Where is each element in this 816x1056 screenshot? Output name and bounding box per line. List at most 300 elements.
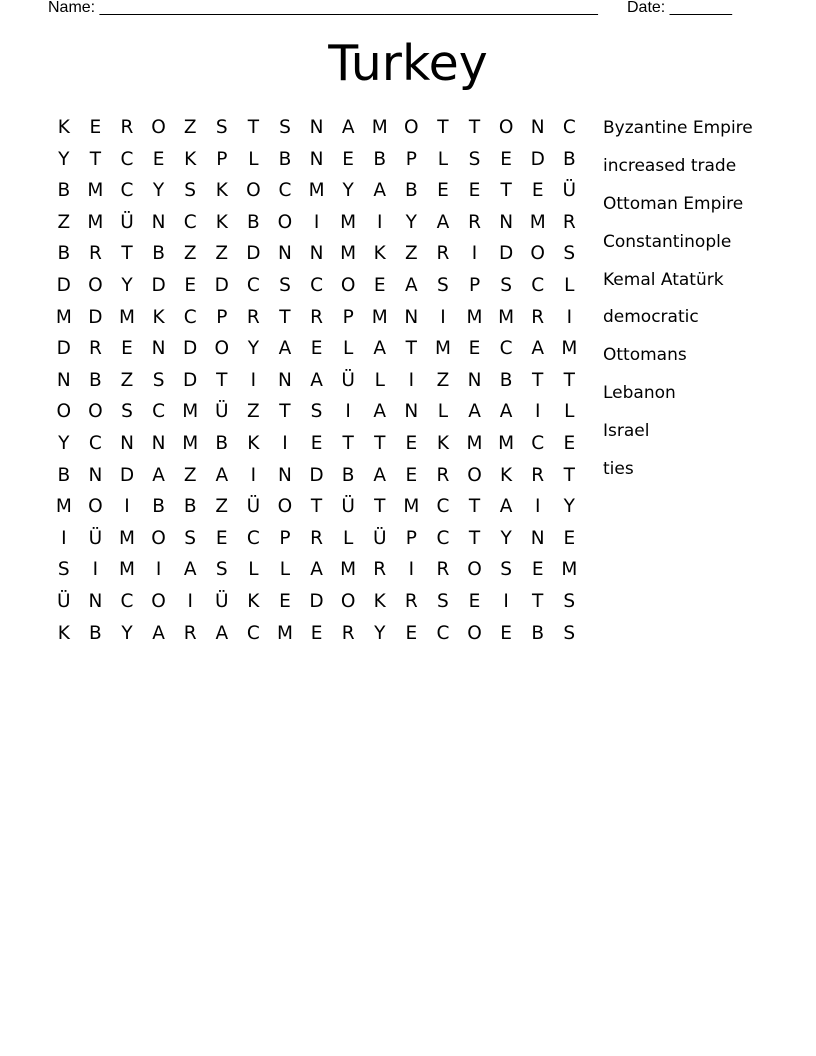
grid-cell: O [151, 117, 166, 138]
grid-cell: O [404, 117, 419, 138]
grid-cell: B [215, 432, 229, 454]
grid-cell: O [530, 243, 545, 265]
grid-cell: M [561, 559, 578, 581]
grid-cell: R [468, 211, 481, 233]
grid-cell: K [247, 432, 260, 454]
grid-cell: D [151, 274, 166, 296]
grid-cell: T [468, 117, 481, 138]
grid-cell: A [373, 401, 387, 423]
word-list-item: Constantinople [603, 231, 732, 252]
grid-cell: B [373, 148, 387, 170]
grid-cell: P [342, 306, 354, 328]
grid-cell: C [499, 338, 513, 360]
grid-cell: D [498, 243, 514, 265]
grid-cell: M [371, 117, 388, 138]
grid-cell: N [530, 527, 545, 549]
grid-cell: L [342, 527, 354, 549]
grid-cell: T [216, 369, 228, 391]
grid-cell: C [120, 148, 134, 170]
grid-cell: D [56, 274, 71, 296]
grid-cell: D [183, 369, 198, 391]
grid-cell: M [498, 432, 515, 454]
grid-cell: M [55, 306, 72, 328]
grid-cell: B [152, 496, 165, 518]
grid-cell: E [310, 432, 323, 454]
grid-cell: C [183, 211, 197, 233]
grid-cell: N [151, 338, 166, 360]
grid-cell: E [468, 180, 481, 202]
grid-cell: A [373, 338, 387, 360]
grid-cell: A [499, 496, 513, 518]
grid-cell: O [214, 338, 230, 360]
grid-cell: D [246, 243, 261, 265]
grid-cell: S [500, 559, 512, 581]
grid-cell: Z [436, 369, 450, 391]
grid-cell: K [373, 590, 386, 612]
grid-cell: L [437, 401, 449, 423]
grid-cell: S [563, 243, 576, 265]
word-list-item: increased trade [603, 155, 737, 176]
grid-cell: T [532, 369, 544, 391]
grid-cell: I [408, 369, 415, 391]
grid-cell: N [56, 369, 71, 391]
grid-cell: T [500, 180, 512, 202]
grid-cell: R [562, 211, 576, 233]
grid-cell: Ü [120, 211, 134, 233]
grid-cell: K [500, 464, 513, 486]
grid-cell: C [246, 622, 260, 644]
grid-cell: E [405, 432, 418, 454]
grid-cell: E [563, 527, 576, 549]
grid-cell: B [57, 464, 71, 486]
grid-cell: T [121, 243, 133, 265]
grid-cell: M [466, 432, 483, 454]
grid-cell: S [437, 274, 449, 296]
grid-cell: P [405, 148, 417, 170]
grid-cell: R [531, 464, 545, 486]
grid-cell: E [500, 622, 512, 644]
grid-row [48, 175, 586, 207]
grid-cell: O [498, 117, 514, 138]
word-list-item: Lebanon [603, 383, 676, 404]
grid-cell: A [310, 369, 323, 391]
grid-cell: O [56, 401, 72, 423]
grid-cell: A [215, 464, 229, 486]
grid-cell: T [279, 306, 291, 328]
grid-cell: C [436, 496, 450, 518]
grid-cell: I [250, 369, 257, 391]
grid-row [48, 491, 586, 523]
grid-cell: Ü [57, 590, 71, 612]
grid-cell: E [563, 432, 576, 454]
grid-cell: I [377, 211, 383, 233]
grid-cell: T [247, 117, 260, 138]
grid-cell: D [309, 464, 324, 486]
grid-cell: S [184, 180, 197, 202]
grid-cell: E [89, 117, 102, 138]
grid-cell: A [468, 401, 481, 423]
grid-cell: O [340, 274, 356, 296]
grid-cell: M [340, 559, 357, 581]
grid-cell: C [88, 432, 102, 454]
grid-cell: S [563, 590, 576, 612]
grid-cell: T [342, 432, 354, 454]
grid-cell: C [246, 527, 260, 549]
grid-cell: D [56, 338, 71, 360]
grid-cell: S [152, 369, 165, 391]
grid-cell: E [121, 338, 133, 360]
grid-cell: I [345, 401, 351, 423]
grid-cell: O [277, 496, 293, 518]
grid-cell: S [215, 117, 228, 138]
grid-cell: R [88, 338, 102, 360]
grid-row [48, 365, 586, 397]
grid-cell: Y [563, 496, 575, 518]
grid-cell: M [87, 211, 104, 233]
grid-cell: S [500, 274, 512, 296]
grid-cell: N [88, 464, 103, 486]
word-list-item: Ottomans [603, 345, 687, 366]
grid-cell: B [89, 369, 102, 391]
grid-cell: T [563, 369, 575, 391]
grid-cell: D [214, 274, 229, 296]
grid-cell: C [436, 622, 450, 644]
grid-cell: Y [152, 180, 165, 202]
grid-cell: Ü [88, 527, 103, 549]
grid-cell: N [404, 401, 419, 423]
grid-cell: S [468, 148, 481, 170]
grid-cell: C [120, 180, 134, 202]
grid-cell: R [183, 622, 197, 644]
grid-cell: S [563, 622, 576, 644]
grid-cell: P [468, 274, 481, 296]
grid-row [48, 207, 586, 239]
grid-cell: I [408, 559, 415, 581]
grid-cell: Y [58, 432, 70, 454]
grid-cell: O [467, 559, 482, 581]
grid-cell: S [121, 401, 133, 423]
grid-cell: I [282, 432, 288, 454]
grid-cell: Y [500, 527, 512, 549]
grid-cell: P [405, 527, 417, 549]
grid-cell: N [309, 148, 324, 170]
word-list-item: Byzantine Empire [603, 118, 753, 138]
grid-cell: C [183, 306, 197, 328]
grid-cell: O [467, 622, 482, 644]
grid-cell: C [436, 527, 450, 549]
grid-cell: Ü [562, 180, 577, 202]
grid-cell: I [187, 590, 193, 612]
grid-cell: D [309, 590, 324, 612]
grid-cell: D [530, 148, 545, 170]
grid-cell: E [310, 622, 323, 644]
grid-cell: Z [183, 464, 197, 486]
grid-cell: T [468, 496, 481, 518]
grid-cell: E [279, 590, 291, 612]
grid-cell: M [276, 622, 293, 644]
grid-cell: E [342, 148, 354, 170]
grid-cell: M [182, 432, 199, 454]
grid-cell: R [373, 559, 387, 581]
grid-cell: I [440, 306, 446, 328]
word-list [603, 110, 803, 489]
grid-cell: D [183, 338, 198, 360]
grid-cell: M [498, 306, 515, 328]
grid-cell: R [310, 306, 323, 328]
grid-row [48, 618, 586, 650]
grid-cell: M [182, 401, 199, 423]
grid-cell: B [183, 496, 197, 518]
grid-cell: B [404, 180, 418, 202]
grid-cell: Z [183, 117, 197, 138]
grid-cell: A [405, 274, 418, 296]
grid-cell: I [61, 527, 67, 549]
grid-cell: N [151, 211, 166, 233]
grid-cell: N [278, 243, 292, 265]
grid-cell: M [403, 496, 420, 518]
grid-cell: B [341, 464, 355, 486]
grid-cell: L [342, 338, 354, 360]
grid-cell: I [124, 496, 130, 518]
grid-cell: T [374, 432, 386, 454]
grid-cell: N [467, 369, 482, 391]
grid-cell: S [279, 274, 291, 296]
grid-row [48, 523, 586, 555]
grid-cell: O [246, 180, 261, 202]
grid-cell: N [404, 306, 419, 328]
grid-cell: Ü [246, 496, 261, 518]
grid-cell: Ü [341, 369, 355, 391]
grid-cell: I [503, 590, 509, 612]
grid-cell: Y [121, 622, 133, 644]
grid-cell: B [562, 148, 576, 170]
grid-cell: T [563, 464, 575, 486]
grid-cell: M [529, 211, 546, 233]
grid-cell: P [279, 527, 291, 549]
grid-cell: I [534, 401, 541, 423]
date-field: Date: _______ [627, 0, 732, 16]
word-list-item: Kemal Atatürk [603, 269, 724, 290]
grid-cell: Z [404, 243, 418, 265]
grid-cell: L [279, 559, 291, 581]
grid-cell: A [215, 622, 229, 644]
grid-row [48, 302, 586, 334]
grid-cell: N [499, 211, 514, 233]
grid-cell: S [437, 590, 449, 612]
grid-cell: I [92, 559, 99, 581]
grid-cell: T [310, 496, 323, 518]
grid-cell: M [87, 180, 104, 202]
grid-cell: C [531, 274, 545, 296]
grid-cell: E [215, 527, 228, 549]
grid-cell: T [279, 401, 291, 423]
grid-cell: Z [57, 211, 71, 233]
grid-cell: L [374, 369, 385, 391]
grid-row [48, 238, 586, 270]
grid-cell: I [534, 496, 541, 518]
grid-cell: T [532, 590, 544, 612]
grid-cell: B [278, 148, 292, 170]
grid-cell: E [405, 622, 418, 644]
grid-cell: A [373, 464, 387, 486]
grid-cell: L [437, 148, 449, 170]
grid-cell: D [119, 464, 135, 486]
grid-cell: E [405, 464, 418, 486]
grid-cell: A [310, 559, 323, 581]
grid-cell: R [436, 243, 450, 265]
word-list-item: Israel [603, 421, 650, 442]
grid-cell: C [531, 432, 545, 454]
grid-row [48, 428, 586, 460]
grid-cell: L [564, 401, 575, 423]
grid-cell: N [530, 117, 545, 138]
grid-cell: T [468, 527, 481, 549]
grid-cell: S [215, 559, 228, 581]
grid-cell: A [436, 211, 450, 233]
grid-cell: R [310, 527, 323, 549]
grid-cell: B [499, 369, 513, 391]
grid-cell: E [468, 590, 481, 612]
grid-cell: K [57, 117, 70, 138]
grid-cell: Y [405, 211, 417, 233]
grid-row [48, 333, 586, 365]
grid-cell: K [373, 243, 386, 265]
grid-cell: B [531, 622, 545, 644]
grid-cell: C [120, 590, 134, 612]
grid-cell: O [277, 211, 293, 233]
grid-cell: P [216, 148, 228, 170]
grid-cell: C [152, 401, 166, 423]
grid-cell: A [499, 401, 513, 423]
grid-row [48, 554, 586, 586]
grid-cell: E [373, 274, 386, 296]
letter-grid [48, 112, 586, 649]
grid-row [48, 270, 586, 302]
grid-cell: M [466, 306, 483, 328]
grid-cell: O [467, 464, 482, 486]
grid-cell: M [119, 306, 135, 328]
grid-cell: D [88, 306, 103, 328]
grid-cell: Z [215, 243, 229, 265]
grid-cell: R [120, 117, 134, 138]
grid-cell: K [215, 211, 228, 233]
grid-cell: B [57, 243, 71, 265]
grid-cell: R [436, 464, 450, 486]
grid-cell: O [88, 496, 103, 518]
grid-cell: E [184, 274, 197, 296]
grid-cell: K [215, 180, 228, 202]
grid-row [48, 112, 586, 144]
grid-cell: Ü [214, 590, 229, 612]
grid-cell: A [531, 338, 545, 360]
grid-cell: L [564, 274, 575, 296]
grid-cell: N [278, 369, 292, 391]
grid-cell: E [310, 338, 323, 360]
grid-cell: C [310, 274, 323, 296]
grid-cell: Y [247, 338, 260, 360]
grid-cell: T [89, 148, 102, 170]
grid-cell: C [246, 274, 260, 296]
grid-cell: M [434, 338, 451, 360]
grid-cell: T [405, 338, 417, 360]
grid-cell: N [309, 117, 324, 138]
grid-cell: O [151, 527, 166, 549]
word-list-item: ties [603, 459, 634, 480]
grid-cell: C [562, 117, 576, 138]
grid-cell: O [151, 590, 166, 612]
grid-cell: S [279, 117, 291, 138]
grid-cell: E [468, 338, 481, 360]
grid-cell: R [404, 590, 418, 612]
grid-cell: Ü [214, 401, 229, 423]
grid-cell: M [561, 338, 578, 360]
grid-cell: M [340, 243, 357, 265]
grid-cell: B [247, 211, 260, 233]
grid-cell: C [278, 180, 292, 202]
grid-cell: M [55, 496, 72, 518]
grid-cell: E [500, 148, 512, 170]
grid-cell: R [246, 306, 260, 328]
grid-cell: L [248, 559, 259, 581]
grid-cell: I [155, 559, 162, 581]
grid-row [48, 144, 586, 176]
grid-cell: S [57, 559, 70, 581]
grid-cell: N [278, 464, 292, 486]
grid-cell: R [531, 306, 545, 328]
grid-cell: N [151, 432, 166, 454]
grid-cell: Z [120, 369, 134, 391]
grid-cell: Z [215, 496, 229, 518]
grid-row [48, 586, 586, 618]
grid-cell: A [152, 622, 165, 644]
grid-cell: M [340, 211, 357, 233]
grid-cell: T [374, 496, 386, 518]
grid-cell: E [152, 148, 165, 170]
grid-cell: Y [58, 148, 70, 170]
grid-cell: P [216, 306, 228, 328]
grid-cell: A [341, 117, 355, 138]
grid-cell: Ü [341, 496, 355, 518]
grid-cell: B [57, 180, 71, 202]
grid-cell: A [183, 559, 197, 581]
grid-cell: M [308, 180, 325, 202]
grid-cell: K [57, 622, 70, 644]
grid-cell: M [371, 306, 388, 328]
grid-cell: I [250, 464, 257, 486]
grid-cell: Y [121, 274, 133, 296]
grid-cell: E [437, 180, 449, 202]
grid-cell: A [278, 338, 292, 360]
grid-cell: N [88, 590, 103, 612]
grid-cell: M [119, 527, 135, 549]
grid-cell: A [152, 464, 165, 486]
grid-cell: O [88, 274, 103, 296]
grid-cell: M [119, 559, 135, 581]
grid-cell: Ü [372, 527, 387, 549]
grid-cell: E [531, 559, 544, 581]
grid-cell: E [531, 180, 544, 202]
grid-cell: B [89, 622, 102, 644]
grid-cell: O [340, 590, 356, 612]
grid-cell: Z [183, 243, 197, 265]
grid-cell: K [436, 432, 449, 454]
grid-cell: N [309, 243, 324, 265]
grid-cell: T [437, 117, 449, 138]
grid-cell: Z [247, 401, 260, 423]
grid-cell: Y [374, 622, 386, 644]
grid-cell: I [566, 306, 573, 328]
grid-cell: O [88, 401, 103, 423]
